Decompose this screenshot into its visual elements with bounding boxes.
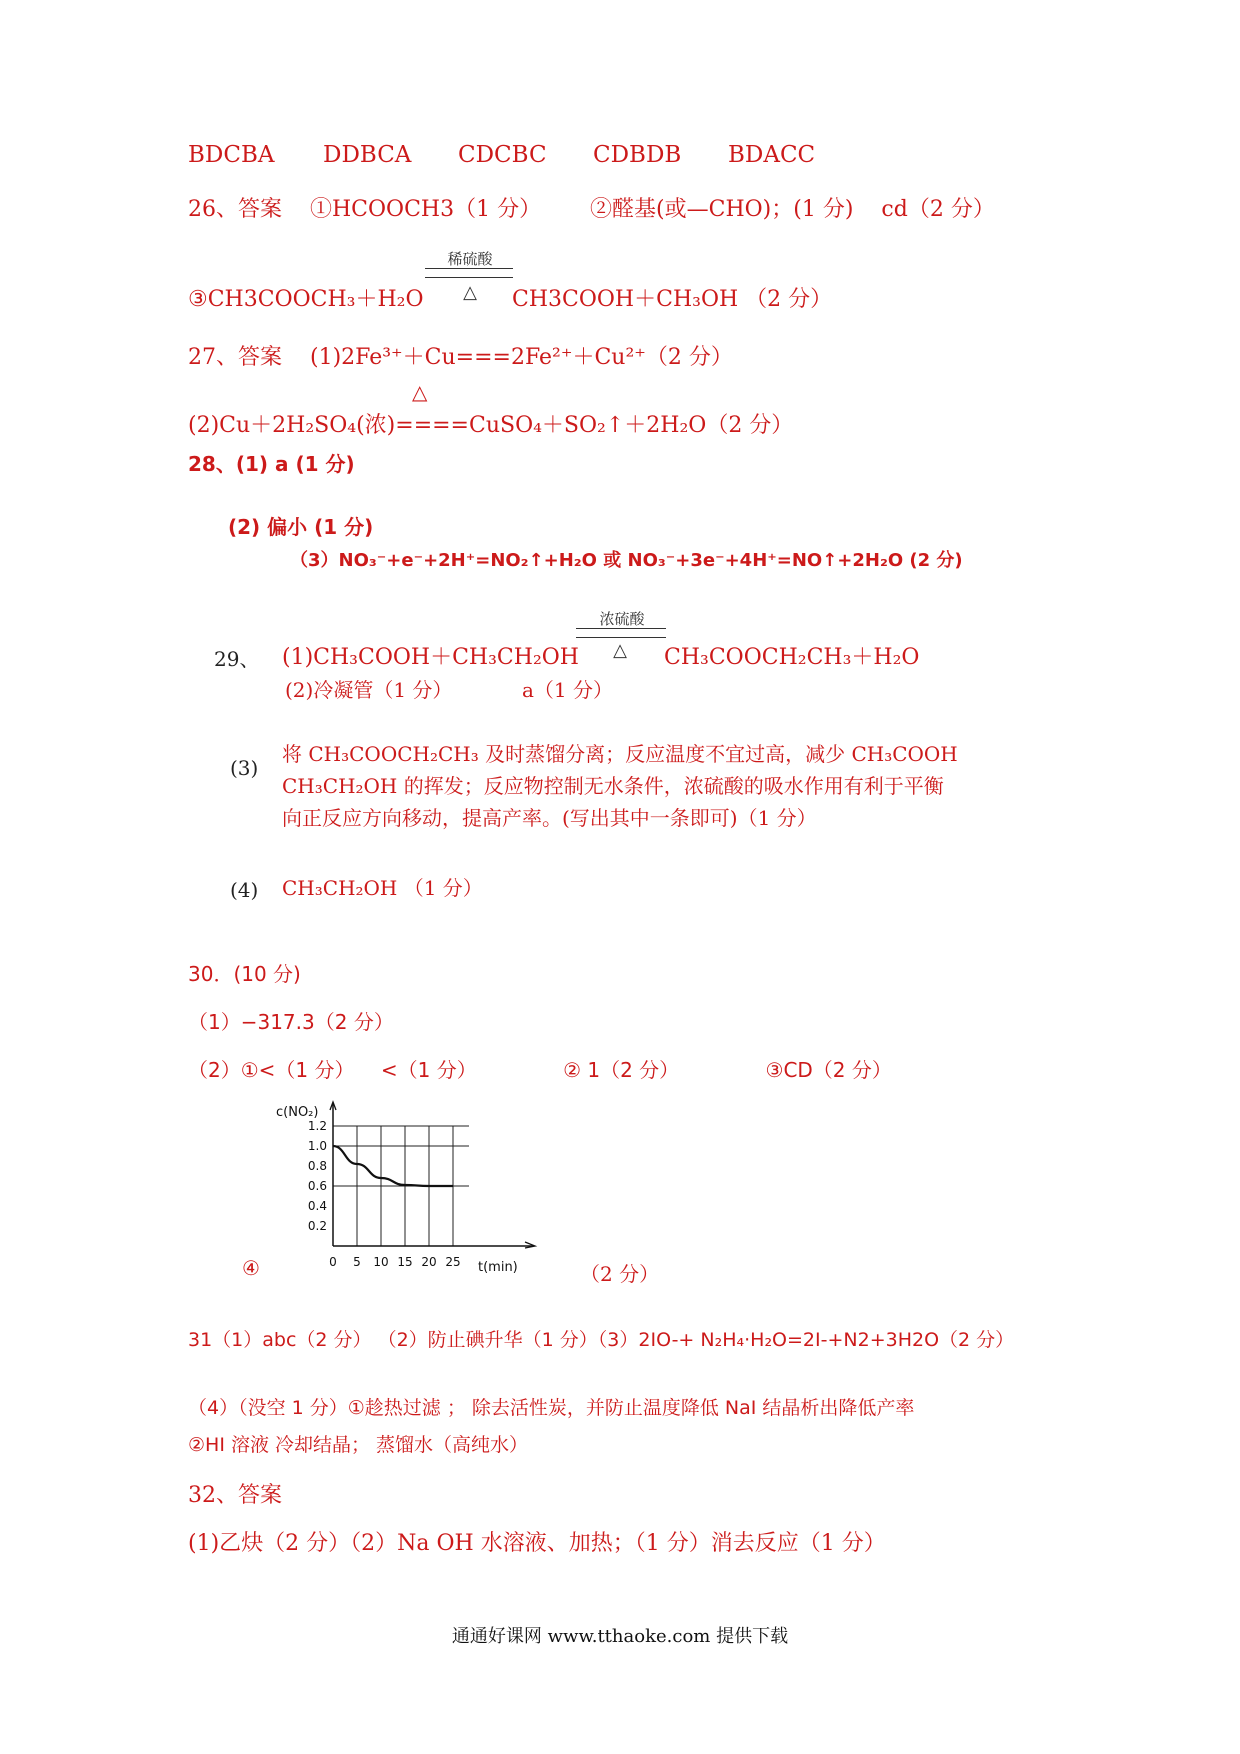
chart-x-tick-1: 5: [353, 1255, 361, 1269]
q28-line1: 28、(1) a (1 分): [188, 452, 355, 476]
q30-part2c: ② 1（2 分）: [563, 1058, 680, 1082]
q26-equation-right: CH3COOH＋CH₃OH （2 分）: [512, 287, 833, 312]
chart-x-tick-3: 15: [397, 1255, 413, 1269]
q30-title: 30．(10 分): [188, 962, 301, 986]
chart-x-label: t(min): [478, 1260, 518, 1275]
q29-equation-left: (1)CH₃COOH＋CH₃CH₂OH: [282, 645, 579, 670]
q26-equation-left: ③CH3COOCH₃＋H₂O: [188, 287, 424, 312]
q26-part1: ①HCOOCH3（1 分）: [309, 197, 542, 222]
q29-part3-label: (3): [230, 756, 259, 780]
chart-y-tick-3: 0.8: [307, 1159, 327, 1173]
q28-line3: （3）NO₃⁻+e⁻+2H⁺=NO₂↑+H₂O 或 NO₃⁻+3e⁻+4H⁺=NO↑+2H₂O (2 分): [290, 550, 963, 571]
chart-x-tick-5: 25: [445, 1255, 461, 1269]
q30-part2b: <（1 分）: [380, 1058, 477, 1082]
chart-y-ticks: [308, 1119, 327, 1233]
q27-eq1: (1)2Fe³⁺＋Cu===2Fe²⁺＋Cu²⁺（2 分）: [309, 345, 733, 370]
mc-group-5: BDACC: [728, 142, 816, 168]
chart-y-tick-1: 0.4: [307, 1199, 327, 1213]
q30-part2d: ③CD（2 分）: [765, 1058, 892, 1082]
q30-part4-label: ④: [242, 1256, 260, 1280]
q29-heat-symbol: △: [613, 640, 627, 661]
q27-heat-symbol: △: [412, 380, 428, 404]
q26-reversible-arrow: [425, 268, 513, 278]
q29-reversible-arrow: [576, 628, 666, 638]
q30-part1: （1）−317.3（2 分）: [188, 1010, 394, 1034]
mc-group-3: CDCBC: [458, 142, 547, 168]
q30-part4-score: （2 分）: [580, 1262, 660, 1286]
q26-heat-symbol: △: [463, 282, 477, 303]
q26-prefix: 26、答案: [188, 197, 282, 222]
q26-condition: 稀硫酸: [447, 250, 493, 268]
q26-part3: cd（2 分）: [881, 197, 995, 222]
chart-y-tick-4: 1.0: [307, 1139, 327, 1153]
q29-equation-right: CH₃COOCH₂CH₃＋H₂O: [664, 645, 920, 670]
footer-credit: 通通好课网 www.tthaoke.com 提供下载: [451, 1626, 789, 1647]
chart-x-tick-2: 10: [373, 1255, 389, 1269]
q31-line2: （4）（没空 1 分）①趁热过滤 ； 除去活性炭，并防止温度降低 NaI 结晶析出降低产率: [188, 1397, 915, 1419]
q26-line1: [188, 192, 995, 223]
q28-line2: (2) 偏小 (1 分): [228, 515, 374, 539]
q26-part2: ②醛基(或—CHO)；(1 分): [590, 197, 854, 222]
mc-group-1: BDCBA: [188, 142, 275, 168]
q29-part2b: a（1 分）: [522, 678, 614, 702]
q32-line1: (1)乙炔（2 分）（2）Na OH 水溶液、加热；（1 分）消去反应（1 分）: [188, 1531, 886, 1556]
q29-part2a: (2)冷凝管（1 分）: [285, 678, 453, 702]
q32-prefix: 32、答案: [188, 1483, 282, 1508]
chart-series-line: [333, 1146, 453, 1186]
q29-part3-text: 将 CH₃COOCH₂CH₃ 及时蒸馏分离；反应温度不宜过高，减少 CH₃COOH CH₃CH₂OH 的挥发；反应物控制无水条件，浓硫酸的吸水作用有利于平衡向正反应方向移动，提高产率。(写出其中一条即可)（1 分）: [282, 742, 958, 830]
chart-x-tick-0: 0: [329, 1255, 337, 1269]
q29-number: 29、: [214, 647, 260, 671]
chart-x-arrow: [525, 1242, 535, 1248]
chart-y-tick-0: 0.2: [307, 1219, 327, 1233]
mc-group-2: DDBCA: [323, 142, 412, 168]
chart-y-tick-2: 0.6: [307, 1179, 327, 1193]
q27-eq2: (2)Cu＋2H₂SO₄(浓)====CuSO₄＋SO₂↑＋2H₂O（2 分）: [188, 413, 794, 438]
q31-line1: 31（1）abc（2 分） （2）防止碘升华（1 分）（3）2IO-+ N₂H₄·H₂O=2I-+N2+3H2O（2 分）: [188, 1329, 1015, 1351]
q30-part2: [188, 1054, 892, 1083]
chart-axes: [330, 1102, 535, 1248]
q27-line1: [188, 340, 733, 371]
q29-part4-label: (4): [230, 878, 259, 902]
chart-x-tick-4: 20: [421, 1255, 437, 1269]
chart-x-ticks: [329, 1255, 460, 1269]
q29-condition: 浓硫酸: [599, 610, 645, 628]
mc-group-4: CDBDB: [593, 142, 682, 168]
no2-concentration-chart: [268, 1096, 568, 1286]
q30-part2a: （2）①<（1 分）: [188, 1058, 355, 1082]
q29-part4-text: CH₃CH₂OH （1 分）: [282, 876, 483, 900]
q31-line3: ②HI 溶液 冷却结晶； 蒸馏水（高纯水）: [188, 1434, 529, 1456]
q27-prefix: 27、答案: [188, 345, 282, 370]
chart-y-label: c(NO₂): [276, 1105, 319, 1120]
chart-y-tick-5: 1.2: [307, 1119, 327, 1133]
mc-answers-row: [188, 142, 863, 168]
